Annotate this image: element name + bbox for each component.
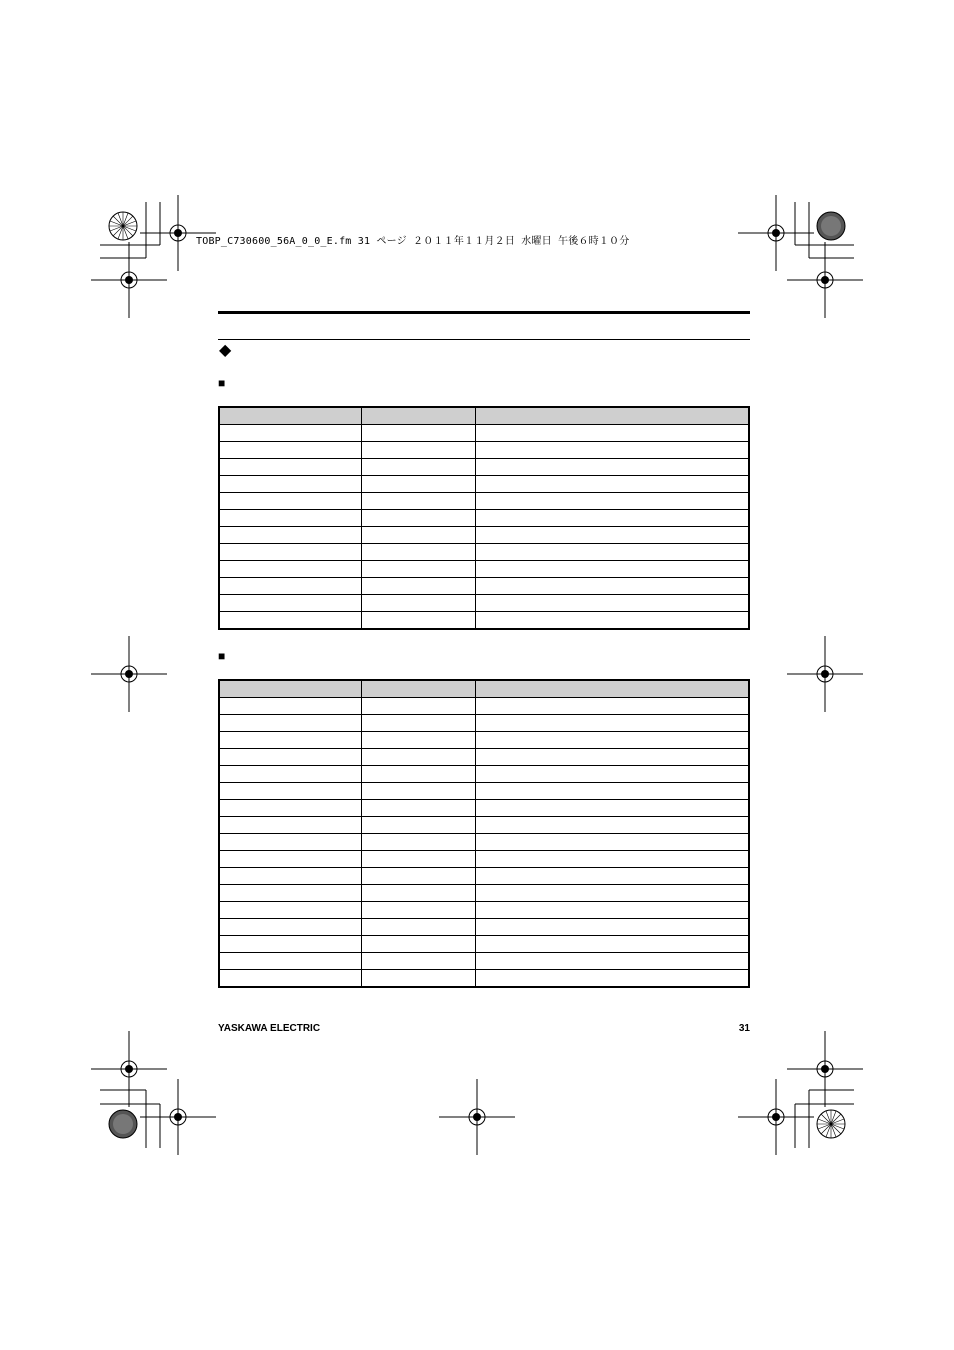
square-bullet-icon: ■ xyxy=(218,649,226,663)
table-cell xyxy=(361,834,475,851)
table-body-1 xyxy=(219,425,749,630)
parameter-table-1 xyxy=(218,406,750,630)
table-cell xyxy=(361,817,475,834)
table-cell xyxy=(219,919,361,936)
section-rule xyxy=(218,339,750,340)
table-cell xyxy=(475,851,749,868)
table-cell xyxy=(219,698,361,715)
table-cell xyxy=(475,783,749,800)
table-cell xyxy=(219,442,361,459)
table-cell xyxy=(361,442,475,459)
table-cell xyxy=(219,749,361,766)
parameter-table-2 xyxy=(218,679,750,988)
table-cell xyxy=(219,459,361,476)
table-row xyxy=(219,919,749,936)
table-cell xyxy=(361,612,475,630)
table-cell xyxy=(361,476,475,493)
table-cell xyxy=(475,527,749,544)
table-cell xyxy=(361,510,475,527)
table-cell xyxy=(219,936,361,953)
table-cell xyxy=(361,851,475,868)
table-header-row xyxy=(219,407,749,425)
table-cell xyxy=(219,510,361,527)
table-cell xyxy=(219,783,361,800)
table-cell xyxy=(361,527,475,544)
table-cell xyxy=(219,732,361,749)
table-row xyxy=(219,732,749,749)
table-row xyxy=(219,510,749,527)
table-cell xyxy=(475,561,749,578)
table-cell xyxy=(219,885,361,902)
table-row xyxy=(219,851,749,868)
table-row xyxy=(219,698,749,715)
table-cell xyxy=(219,715,361,732)
table-row xyxy=(219,783,749,800)
table-row xyxy=(219,868,749,885)
table-row xyxy=(219,885,749,902)
footer-page-number: 31 xyxy=(738,1023,750,1034)
table-cell xyxy=(475,919,749,936)
table-cell xyxy=(475,595,749,612)
table-cell xyxy=(361,732,475,749)
table-row xyxy=(219,817,749,834)
table-row xyxy=(219,936,749,953)
table-row xyxy=(219,544,749,561)
table-cell xyxy=(361,749,475,766)
table-row xyxy=(219,715,749,732)
footer-company: YASKAWA ELECTRIC xyxy=(218,1023,321,1034)
table-cell xyxy=(361,698,475,715)
table-row xyxy=(219,902,749,919)
table-row xyxy=(219,800,749,817)
table-cell xyxy=(361,953,475,970)
top-rule xyxy=(218,311,750,314)
table-cell xyxy=(219,561,361,578)
table-cell xyxy=(219,493,361,510)
table-cell xyxy=(219,766,361,783)
table-cell xyxy=(219,868,361,885)
table-row xyxy=(219,459,749,476)
table-cell xyxy=(475,834,749,851)
table-row xyxy=(219,476,749,493)
diamond-bullet-icon: ◆ xyxy=(219,342,232,359)
table-header-cell xyxy=(361,680,475,698)
square-bullet-icon: ■ xyxy=(218,376,226,390)
table-cell xyxy=(475,817,749,834)
table-cell xyxy=(475,800,749,817)
table-row xyxy=(219,442,749,459)
table-cell xyxy=(475,970,749,988)
table-header-cell xyxy=(361,407,475,425)
table-row xyxy=(219,953,749,970)
table-cell xyxy=(361,936,475,953)
table-row xyxy=(219,578,749,595)
table-cell xyxy=(475,544,749,561)
table-row xyxy=(219,493,749,510)
table-cell xyxy=(361,544,475,561)
table-cell xyxy=(361,595,475,612)
table-cell xyxy=(475,732,749,749)
table-row xyxy=(219,425,749,442)
table-cell xyxy=(361,783,475,800)
table-row xyxy=(219,970,749,988)
table-row xyxy=(219,766,749,783)
table-cell xyxy=(219,527,361,544)
table-cell xyxy=(219,970,361,988)
table-row xyxy=(219,561,749,578)
table-header-cell xyxy=(475,407,749,425)
table-cell xyxy=(475,885,749,902)
table-cell xyxy=(475,578,749,595)
table-cell xyxy=(219,851,361,868)
table-cell xyxy=(361,561,475,578)
table-cell xyxy=(219,902,361,919)
table-header-cell xyxy=(219,407,361,425)
table-header-row xyxy=(219,680,749,698)
table-cell xyxy=(361,493,475,510)
table-cell xyxy=(219,595,361,612)
table-body-2 xyxy=(219,698,749,988)
table-cell xyxy=(475,612,749,630)
table-cell xyxy=(475,953,749,970)
table-cell xyxy=(361,425,475,442)
table-cell xyxy=(219,612,361,630)
table-cell xyxy=(475,476,749,493)
table-row xyxy=(219,749,749,766)
table-cell xyxy=(361,766,475,783)
table-header-cell xyxy=(219,680,361,698)
table-cell xyxy=(475,698,749,715)
table-cell xyxy=(475,902,749,919)
file-info-header: TOBP_C730600_56A_0_0_E.fm 31 ページ ２０１１年１１月２日 水曜日 午後６時１０分 xyxy=(196,236,630,247)
table-header-cell xyxy=(475,680,749,698)
table-row xyxy=(219,595,749,612)
table-row xyxy=(219,527,749,544)
table-cell xyxy=(219,476,361,493)
table-cell xyxy=(475,510,749,527)
table-cell xyxy=(361,919,475,936)
table-cell xyxy=(219,578,361,595)
table-row xyxy=(219,612,749,630)
table-cell xyxy=(219,425,361,442)
table-cell xyxy=(361,885,475,902)
table-cell xyxy=(475,715,749,732)
table-cell xyxy=(475,749,749,766)
table-cell xyxy=(219,953,361,970)
table-cell xyxy=(475,459,749,476)
table-cell xyxy=(361,459,475,476)
table-cell xyxy=(475,936,749,953)
table-cell xyxy=(361,970,475,988)
table-cell xyxy=(475,766,749,783)
table-cell xyxy=(219,817,361,834)
table-cell xyxy=(361,578,475,595)
table-cell xyxy=(361,902,475,919)
table-cell xyxy=(475,493,749,510)
table-row xyxy=(219,834,749,851)
table-cell xyxy=(475,868,749,885)
table-cell xyxy=(219,834,361,851)
table-cell xyxy=(361,715,475,732)
table-cell xyxy=(219,800,361,817)
table-cell xyxy=(475,425,749,442)
table-cell xyxy=(475,442,749,459)
table-cell xyxy=(361,800,475,817)
table-cell xyxy=(361,868,475,885)
table-cell xyxy=(219,544,361,561)
